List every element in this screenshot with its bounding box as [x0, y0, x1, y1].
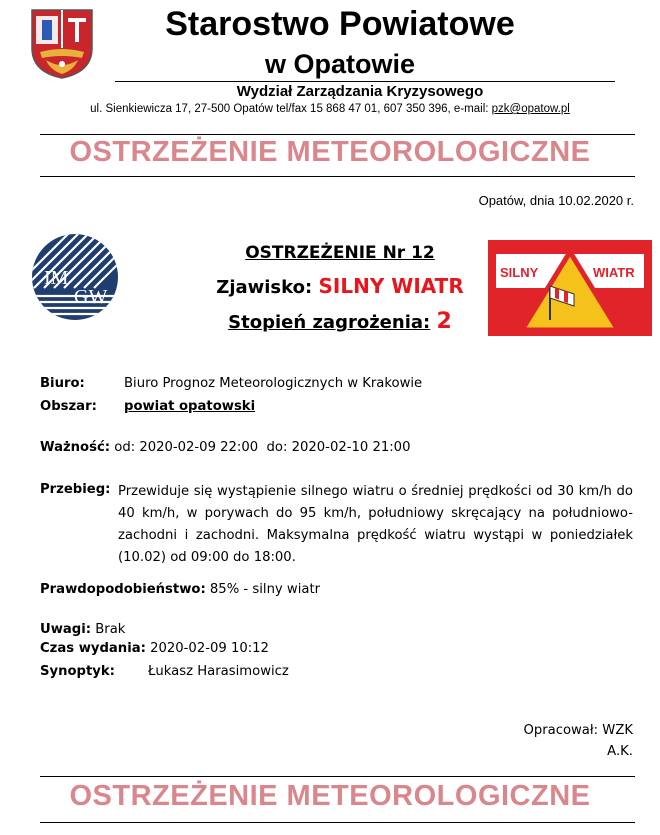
synoptyk-label: Synoptyk:	[40, 664, 115, 679]
svg-text:SILNY: SILNY	[500, 265, 539, 280]
address-line	[30, 102, 630, 116]
author-initials: A.K.	[607, 744, 633, 759]
email-link[interactable]: pzk@opatow.pl	[491, 103, 570, 115]
strong-wind-sign-icon	[488, 240, 652, 336]
phenomenon-value: SILNY WIATR	[318, 274, 464, 298]
warning-banner-top: OSTRZEŻENIE METEOROLOGICZNE	[69, 136, 591, 168]
threat-degree	[200, 309, 480, 334]
biuro-label: Biuro:	[40, 376, 85, 391]
detail-czas-wydania	[40, 640, 269, 658]
department-name: Wydział Zarządzania Kryzysowego	[236, 83, 484, 100]
page-subtitle: w Opatowie	[264, 49, 416, 79]
page-title: Starostwo Powiatowe	[165, 5, 515, 43]
address-text: ul. Sienkiewicza 17, 27-500 Opatów tel/fax 15 868 47 01, 607 350 396, e-mail:	[90, 103, 489, 115]
svg-text:GW: GW	[74, 286, 108, 308]
divider	[40, 134, 635, 135]
biuro-value: Biuro Prognoz Meteorologicznych w Krakowie	[124, 376, 423, 391]
detail-uwagi	[40, 621, 125, 639]
warning-banner-bottom: OSTRZEŻENIE METEOROLOGICZNE	[69, 780, 591, 812]
divider	[40, 822, 635, 823]
uwagi-label: Uwagi:	[40, 622, 92, 637]
imgw-logo-icon	[30, 232, 120, 322]
czas-label: Czas wydania:	[40, 641, 146, 656]
phenomenon	[200, 274, 480, 298]
obszar-value: powiat opatowski	[124, 399, 256, 414]
prepared-by: Opracował: WZK	[523, 723, 633, 738]
przebieg-value: Przewiduje się wystąpienie silnego wiatru o średniej prędkości od 30 km/h do 40 km/h, w porywach do 95 km/h, południowy skręcający na południowo-zachodni i zachodni. Maksymalna prędkość wiatru wystąpi w poniedziałek (10.02) od 09:00 do 18:00.	[118, 484, 633, 565]
waznosc-value: od: 2020-02-09 22:00 do: 2020-02-10 21:00	[114, 440, 411, 455]
prawd-value: 85% - silny wiatr	[209, 582, 321, 597]
divider	[40, 176, 635, 177]
phenomenon-label: Zjawisko:	[216, 277, 313, 298]
degree-label: Stopień zagrożenia:	[228, 312, 431, 333]
svg-text:WIATR: WIATR	[593, 265, 635, 280]
detail-waznosc	[40, 439, 410, 457]
detail-obszar	[40, 398, 255, 416]
date-line: Opatów, dnia 10.02.2020 r.	[478, 193, 634, 208]
detail-prawdopodobienstwo	[40, 581, 320, 599]
waznosc-label: Ważność:	[40, 440, 111, 455]
detail-synoptyk	[40, 663, 289, 681]
uwagi-value: Brak	[95, 622, 126, 637]
warning-number: OSTRZEŻENIE Nr 12	[245, 243, 435, 263]
detail-biuro	[40, 375, 422, 393]
prawd-label: Prawdopodobieństwo:	[40, 582, 206, 597]
synoptyk-value: Łukasz Harasimowicz	[148, 664, 289, 679]
svg-text:IM: IM	[44, 267, 69, 289]
divider	[40, 776, 635, 777]
coat-of-arms-icon	[30, 8, 94, 80]
obszar-label: Obszar:	[40, 399, 97, 414]
degree-value: 2	[436, 309, 452, 334]
przebieg-label: Przebieg:	[40, 482, 111, 497]
czas-value: 2020-02-09 10:12	[150, 641, 269, 656]
